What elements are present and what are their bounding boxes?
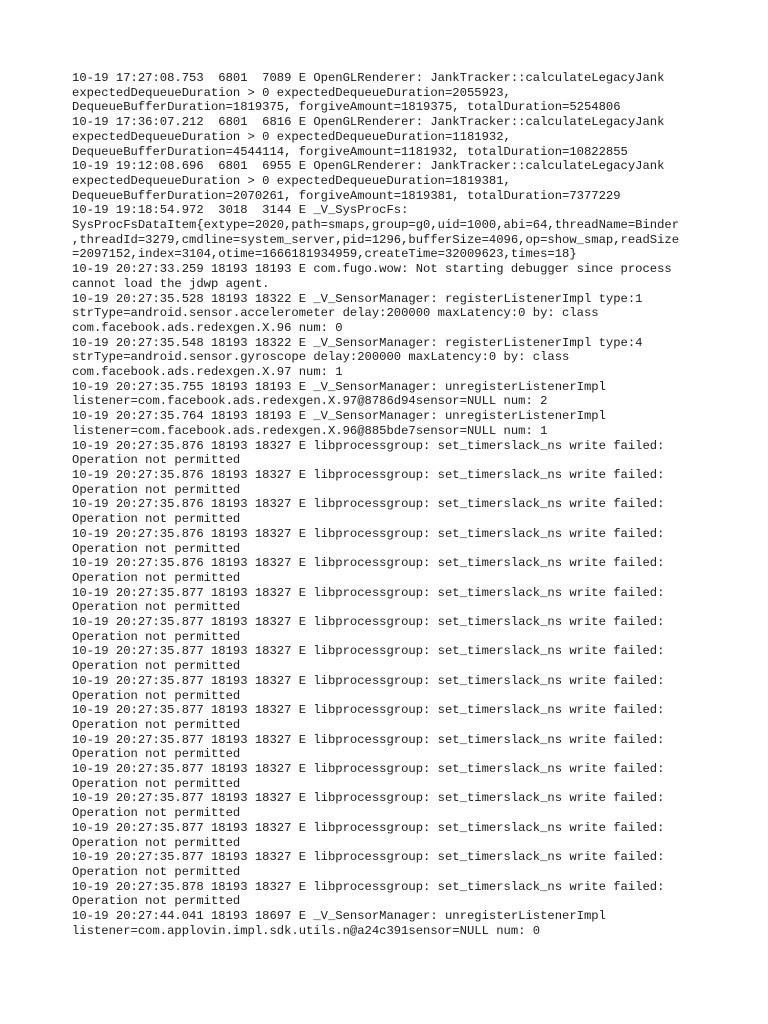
log-line: 10-19 20:27:35.877 18193 18327 E libprocessgroup: set_timerslack_ns write failed:	[72, 673, 665, 688]
log-line: strType=android.sensor.gyroscope delay:200000 maxLatency:0 by: class	[72, 350, 570, 365]
log-line: Operation not permitted	[72, 806, 241, 821]
log-line: Operation not permitted	[72, 864, 241, 879]
log-line: 10-19 20:27:35.877 18193 18327 E libprocessgroup: set_timerslack_ns write failed:	[72, 585, 665, 600]
log-line: Operation not permitted	[72, 659, 241, 674]
log-line: Operation not permitted	[72, 835, 241, 850]
log-line: DequeueBufferDuration=4544114, forgiveAmount=1181932, totalDuration=10822855	[72, 144, 628, 159]
log-line: Operation not permitted	[72, 717, 241, 732]
log-line: =2097152,index=3104,otime=1666181934959,createTime=32009623,times=18}	[72, 247, 577, 262]
log-line: 10-19 20:27:35.755 18193 18193 E _V_SensorManager: unregisterListenerImpl	[72, 379, 606, 394]
log-line: 10-19 20:27:35.764 18193 18193 E _V_SensorManager: unregisterListenerImpl	[72, 409, 606, 424]
log-line: Operation not permitted	[72, 629, 241, 644]
log-line: strType=android.sensor.accelerometer delay:200000 maxLatency:0 by: class	[72, 306, 599, 321]
log-line: Operation not permitted	[72, 541, 241, 556]
log-line: Operation not permitted	[72, 747, 241, 762]
log-line: com.facebook.ads.redexgen.X.97 num: 1	[72, 365, 343, 380]
log-line: 10-19 20:27:35.548 18193 18322 E _V_SensorManager: registerListenerImpl type:4	[72, 335, 643, 350]
log-line: Operation not permitted	[72, 453, 241, 468]
log-line: listener=com.facebook.ads.redexgen.X.96@885bde7sensor=NULL num: 1	[72, 423, 548, 438]
log-line: Operation not permitted	[72, 600, 241, 615]
log-line: cannot load the jdwp agent.	[72, 276, 270, 291]
log-line: 10-19 20:27:35.877 18193 18327 E libprocessgroup: set_timerslack_ns write failed:	[72, 762, 665, 777]
log-line: expectedDequeueDuration > 0 expectedDequeueDuration=1819381,	[72, 173, 511, 188]
log-line: 10-19 20:27:35.877 18193 18327 E libprocessgroup: set_timerslack_ns write failed:	[72, 703, 665, 718]
log-line: listener=com.applovin.impl.sdk.utils.n@a24c391sensor=NULL num: 0	[72, 923, 541, 938]
log-line: Operation not permitted	[72, 688, 241, 703]
log-line: 10-19 20:27:35.877 18193 18327 E libprocessgroup: set_timerslack_ns write failed:	[72, 850, 665, 865]
log-line: com.facebook.ads.redexgen.X.96 num: 0	[72, 320, 343, 335]
log-line: Operation not permitted	[72, 776, 241, 791]
log-line: 10-19 20:27:35.876 18193 18327 E libprocessgroup: set_timerslack_ns write failed:	[72, 467, 665, 482]
log-line: 10-19 20:27:44.041 18193 18697 E _V_SensorManager: unregisterListenerImpl	[72, 909, 606, 924]
log-line: listener=com.facebook.ads.redexgen.X.97@8786d94sensor=NULL num: 2	[72, 394, 548, 409]
log-line: 10-19 19:12:08.696 6801 6955 E OpenGLRenderer: JankTracker::calculateLegacyJank	[72, 159, 665, 174]
log-document	[72, 71, 702, 938]
log-line: SysProcFsDataItem{extype=2020,path=smaps,group=g0,uid=1000,abi=64,threadName=Binder	[72, 218, 680, 233]
log-line: 10-19 20:27:35.877 18193 18327 E libprocessgroup: set_timerslack_ns write failed:	[72, 820, 665, 835]
log-line: 10-19 17:27:08.753 6801 7089 E OpenGLRenderer: JankTracker::calculateLegacyJank	[72, 71, 665, 85]
log-line: Operation not permitted	[72, 894, 241, 909]
log-line: 10-19 20:27:35.877 18193 18327 E libprocessgroup: set_timerslack_ns write failed:	[72, 644, 665, 659]
log-line: 10-19 20:27:35.877 18193 18327 E libprocessgroup: set_timerslack_ns write failed:	[72, 791, 665, 806]
log-line: 10-19 20:27:35.876 18193 18327 E libprocessgroup: set_timerslack_ns write failed:	[72, 438, 665, 453]
log-line: 10-19 20:27:35.876 18193 18327 E libprocessgroup: set_timerslack_ns write failed:	[72, 556, 665, 571]
log-line: 10-19 17:36:07.212 6801 6816 E OpenGLRenderer: JankTracker::calculateLegacyJank	[72, 115, 665, 130]
log-line: Operation not permitted	[72, 482, 241, 497]
log-line: 10-19 20:27:35.877 18193 18327 E libprocessgroup: set_timerslack_ns write failed:	[72, 615, 665, 630]
log-line: expectedDequeueDuration > 0 expectedDequeueDuration=1181932,	[72, 129, 511, 144]
log-line: 10-19 20:27:35.878 18193 18327 E libprocessgroup: set_timerslack_ns write failed:	[72, 879, 665, 894]
log-line: expectedDequeueDuration > 0 expectedDequeueDuration=2055923,	[72, 85, 511, 100]
log-line: ,threadId=3279,cmdline=system_server,pid=1296,bufferSize=4096,op=show_smap,readSize	[72, 232, 680, 247]
log-line: DequeueBufferDuration=2070261, forgiveAmount=1819381, totalDuration=7377229	[72, 188, 621, 203]
log-line: Operation not permitted	[72, 570, 241, 585]
log-line: DequeueBufferDuration=1819375, forgiveAmount=1819375, totalDuration=5254806	[72, 100, 621, 115]
log-line: 10-19 20:27:35.528 18193 18322 E _V_SensorManager: registerListenerImpl type:1	[72, 291, 643, 306]
log-line: Operation not permitted	[72, 512, 241, 527]
log-line: 10-19 20:27:35.876 18193 18327 E libprocessgroup: set_timerslack_ns write failed:	[72, 526, 665, 541]
log-line: 10-19 20:27:33.259 18193 18193 E com.fugo.wow: Not starting debugger since process	[72, 262, 672, 277]
log-line: 10-19 20:27:35.877 18193 18327 E libprocessgroup: set_timerslack_ns write failed:	[72, 732, 665, 747]
log-line: 10-19 19:18:54.972 3018 3144 E _V_SysProcFs:	[72, 203, 409, 218]
log-line: 10-19 20:27:35.876 18193 18327 E libprocessgroup: set_timerslack_ns write failed:	[72, 497, 665, 512]
